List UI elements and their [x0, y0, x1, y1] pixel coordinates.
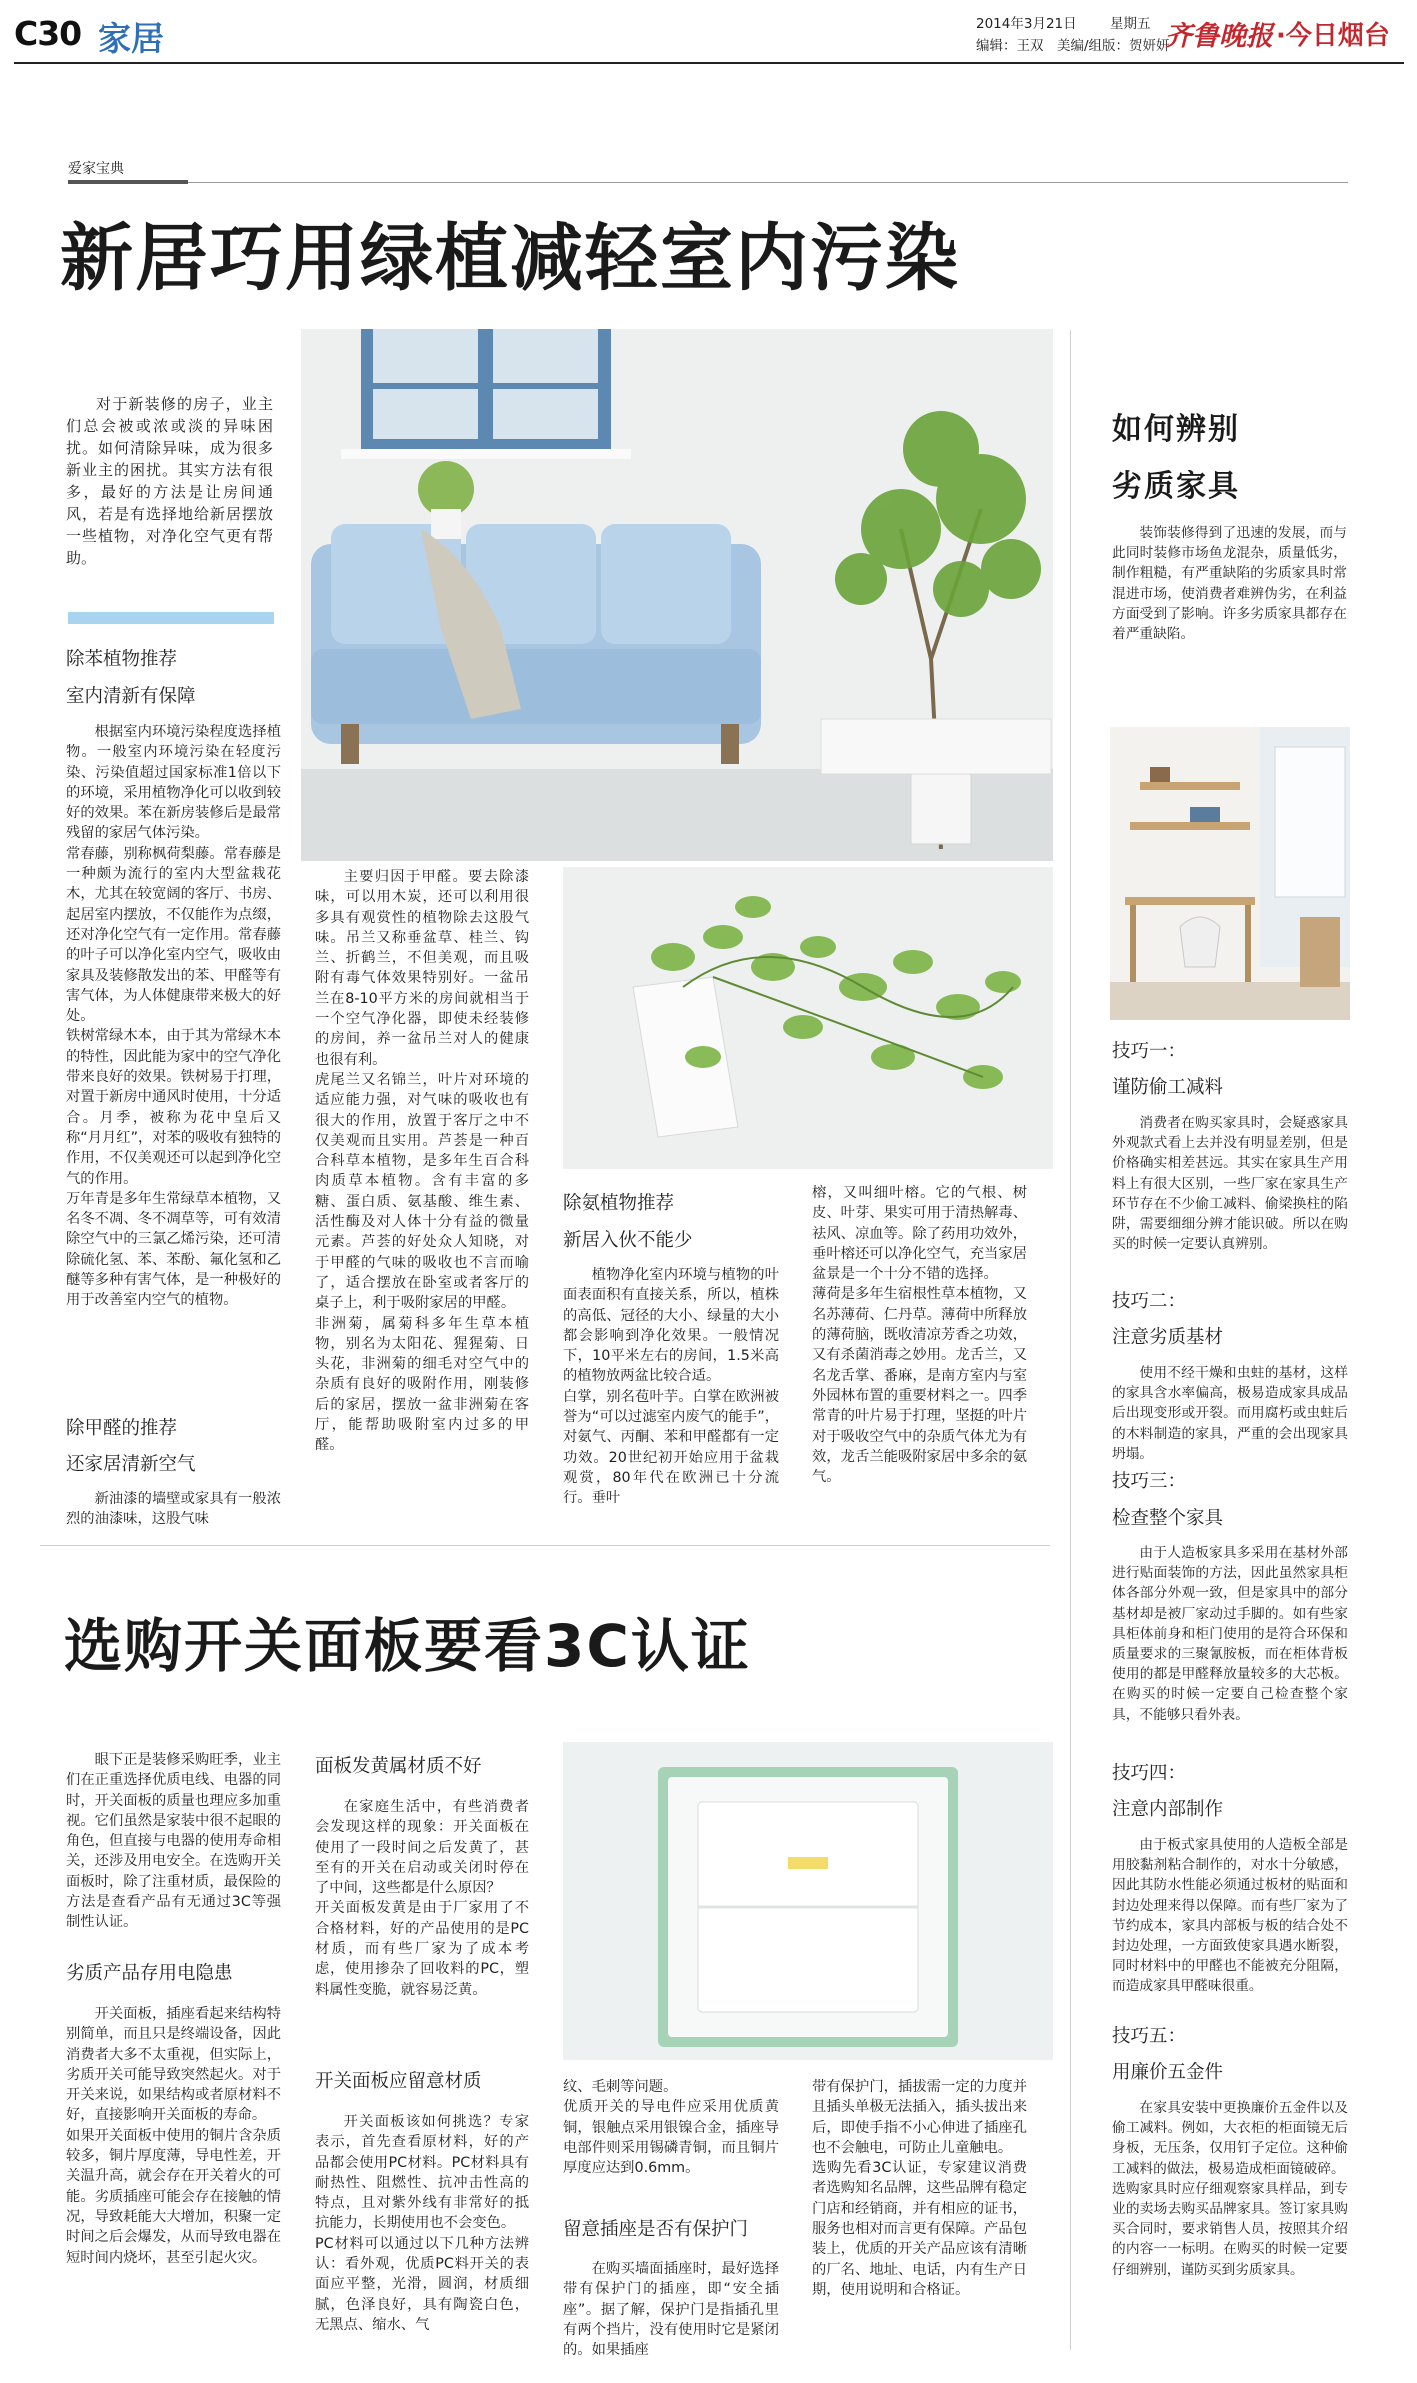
a2-s1-title: 劣质产品存用电隐患 [66, 1963, 233, 1984]
a1-col1-text: 根据室内环境污染程度选择植物。一般室内环境污染在轻度污染、污染值超过国家标准1倍以下的环境，采用植物净化可以收到较好的效果。苯在新房装修后是最常残留的家居气体污染。 常春藤，别称枫荷梨藤。常春藤是一种颇为流行的室内大型盆栽花木，尤其在较宽阔的客厅、书房、起居室内摆放，不仅能作为点缀，还对净化空气有一定作用。常春藤的叶子可以净化室内空气，吸收由家具及装修散发出的苯、甲醛等有害气体，为人体健康带来极大的好处。 铁树常绿木本，由于其为常绿木本的特性，因此能为家中的空气净化带来良好的效果。铁树易于打理，对置于新房中通风时使用，十分适合。月季，被称为花中皇后又称“月月红”，对苯的吸收有独特的作用，不仅美观还可以起到净化空气的作用。 万年青是多年生常绿草本植物，又名冬不凋、冬不凋草等，可有效清除空气中的三氯乙烯污染，还可清除硫化氢、苯、苯酚、氟化氢和乙醚等多种有害气体，是一种极好的用于改善室内空气的植物。 [66, 724, 281, 1309]
a1-col1-tail: 新油漆的墙壁或家具有一般浓烈的油漆味，这股气味 [66, 1491, 281, 1528]
edition-name: ·今日烟台 [1276, 21, 1390, 51]
a2-lead: 眼下正是装修采购旺季，业主们在正重选择优质电线、电器的同时，开关面板的质量也理应多加重视。它们虽然是家装中很不起眼的角色，但直接与电器的使用寿命相关，还涉及用电安全。在选购开关面板时，除了注重材质，最保险的方法是查看产品有无通过3C等强制性认证。 [66, 1752, 281, 1931]
living-room-illustration [301, 329, 1053, 861]
tip3-label: 技巧三： [1112, 1471, 1187, 1492]
tip5-label: 技巧五： [1112, 2026, 1187, 2047]
living-room-photo [301, 329, 1053, 861]
issue-weekday: 星期五 [1110, 16, 1151, 32]
tip2-label: 技巧二： [1112, 1291, 1187, 1312]
a2-col4-text: 带有保护门，插拔需一定的力度并且插头单极无法插入，插头拔出来后，即使手指不小心伸进了插座孔也不会触电，可防止儿童触电。 选购先看3C认证，专家建议消费者选购知名品牌，这些品牌有稳定门店和经销商，并有相应的证书，服务也相对而言更有保障。产品包装上，优质的开关产品应该有清晰的厂名、地址、电话，内有生产日期，使用说明和合格证。 [812, 2079, 1027, 2298]
tip3-body: 由于人造板家具多采用在基材外部进行贴面装饰的方法，因此虽然家具柜体各部分外观一致，但是家具中的部分基材却是被厂家动过手脚的。如有些家具柜体前身和柜门使用的是符合环保和质量要求的三聚氰胺板，而在柜体背板使用的都是甲醛释放量较多的大芯板。在购买的时候一定要自己检查整个家具，不能够只看外表。 [1112, 1545, 1348, 1723]
a1-s2-title: 除甲醛的推荐 [66, 1418, 178, 1439]
section-name: 家居 [98, 19, 164, 58]
a1-col3-text: 植物净化室内环境与植物的叶面表面积有直接关系，所以，植株的高低、冠径的大小、绿量的大小都会影响到净化效果。一般情况下，10平米左右的房间，1.5米高的植物放两盆比较合适。 白掌，别名苞叶芋。白掌在欧洲被誉为“可以过滤室内废气的能手”，对氨气、丙酮、苯和甲醛都有一定功效。20世纪初开始应用于盆栽观赏，80年代在欧洲已十分流行。垂叶 [563, 1267, 779, 1507]
a2-col3-text2: 在购买墙面插座时，最好选择带有保护门的插座，即“安全插座”。据了解，保护门是指插孔里有两个挡片，没有使用时它是紧闭的。如果插座 [563, 2261, 779, 2359]
article2-title: 选购开关面板要看3C认证 [64, 1612, 751, 1680]
a1-s1-title: 除苯植物推荐 [66, 649, 178, 670]
tip1-label: 技巧一： [1112, 1041, 1187, 1062]
sidebar-title-1: 如何辨别 [1112, 412, 1240, 447]
wall-switch-photo [563, 1742, 1053, 2060]
a1-s3-title: 除氨植物推荐 [563, 1193, 675, 1214]
study-room-photo [1110, 727, 1350, 1020]
tip4-body: 由于板式家具使用的人造板全部是用胶黏剂粘合制作的，对水十分敏感，因此其防水性能必须通过板材的贴面和封边处理来得以保障。而有些厂家为了节约成本，家具内部板与板的结合处不封边处理，一方面致使家具遇水断裂，同时材料中的甲醛也不能被充分阻隔，而造成家具甲醛味很重。 [1112, 1837, 1348, 1995]
header-rule [14, 62, 1404, 64]
a2-col3-text1: 纹、毛刺等问题。 优质开关的导电件应采用优质黄铜，银触点采用银镍合金，插座导电部件则采用锡磷青铜，而且铜片厚度应达到0.6mm。 [563, 2079, 779, 2177]
a1-s2-subtitle: 还家居清新空气 [66, 1454, 196, 1475]
column-tag-label: 爱家宝典 [68, 161, 124, 177]
a2-col1-text: 开关面板，插座看起来结构特别简单，而且只是终端设备，因此消费者大多不太重视，但实际上，劣质开关可能导致突然起火。对于开关来说，如果结构或者原材料不好，直接影响开关面板的寿命。 如果开关面板中使用的铜片含杂质较多，铜片厚度薄，导电性差，开关温升高，就会存在开关着火的可能。劣质插座可能会存在接触的情况，导致耗能大大增加，积聚一定时间之后会爆发，从而导致电器在短时间内烧坏，甚至引起火灾。 [66, 2006, 281, 2266]
a2-s3-title: 开关面板应留意材质 [315, 2071, 482, 2092]
tip2-body: 使用不经干燥和虫蛀的基材，这样的家具含水率偏高，极易造成家具成品后出现变形或开裂。而用腐朽或虫蛀后的木料制造的家具，严重的会出现家具坍塌。 [1112, 1365, 1348, 1462]
tip1-head: 谨防偷工减料 [1112, 1077, 1224, 1098]
a1-s1-subtitle: 室内清新有保障 [66, 686, 196, 707]
a2-col2-text2: 开关面板该如何挑选？专家表示，首先查看原材料，好的产品都会使用PC材料。PC材料具有耐热性、阻燃性、抗冲击性高的特点，且对紫外线有非常好的抵抗能力，长期使用也不会变色。 PC材料可以通过以下几种方法辨认：看外观，优质PC料开关的表面应平整，光滑，圆润，材质细腻，色泽良好，具有陶瓷白色，无黑点、缩水、气 [315, 2114, 529, 2333]
sidebar-title-2: 劣质家具 [1112, 469, 1240, 504]
editor-credits: 编辑：王双 美编/组版：贺妍妍 [976, 38, 1170, 54]
tag-rule [68, 182, 1348, 183]
a1-col2-text: 主要归因于甲醛。要去除漆味，可以用木炭，还可以利用很多具有观赏性的植物除去这股气味。吊兰又称垂盆草、桂兰、钩兰、折鹤兰，不但美观，而且吸附有毒气体效果特别好。一盆吊兰在8-10平方米的房间就相当于一个空气净化器，即使未经装修的房间，养一盆吊兰对人的健康也很有利。 虎尾兰又名锦兰，叶片对环境的适应能力强，对气味的吸收也有很大的作用，放置于客厅之中不仅美观而且实用。芦荟是一种百合科草本植物，是多年生百合科肉质草本植物。含有丰富的多糖、蛋白质、氨基酸、维生素、活性酶及对人体十分有益的微量元素。芦荟的好处众人知晓，对于甲醛的气味的吸收也不言而喻了，适合摆放在卧室或者客厅的桌子上，利于吸附家居的甲醛。 非洲菊，属菊科多年生草本植物，别名为太阳花、猩猩菊、日头花，非洲菊的细毛对空气中的杂质有良好的吸附作用，刚装修后的家居，摆放一盆非洲菊在客厅，能帮助吸附室内过多的甲醛。 [315, 869, 529, 1454]
article2-rule [40, 1545, 1050, 1546]
a1-col4-text: 榕，又叫细叶榕。它的气根、树皮、叶芽、果实可用于清热解毒、祛风、凉血等。除了药用功效外，垂叶榕还可以净化空气，充当家居盆景是一个十分不错的选择。 薄荷是多年生宿根性草本植物，又名苏薄荷、仁丹草。薄荷中所释放的薄荷脑，既收清凉芳香之功效，又有杀菌消毒之妙用。龙舌兰，又名龙舌掌、番麻，是南方室内与室外园林布置的重要材料之一。四季常青的叶片易于打理，坚挺的叶片对于吸收空气中的杂质气体尤为有效，龙舌兰能吸附家居中多余的氨气。 [812, 1185, 1027, 1486]
potted-plant-illustration [563, 867, 1053, 1169]
sidebar-divider [1070, 330, 1071, 2350]
column-tag [68, 158, 124, 178]
page-number: C30 [14, 14, 82, 53]
tip3-head: 检查整个家具 [1112, 1508, 1224, 1529]
wall-switch-illustration [563, 1742, 1053, 2060]
tag-rule-thick [68, 180, 188, 184]
a2-s2-title: 面板发黄属材质不好 [315, 1756, 482, 1777]
a2-s4-title: 留意插座是否有保护门 [563, 2219, 749, 2240]
article1-lead: 对于新装修的房子，业主们总会被或浓或淡的异味困扰。如何清除异味，成为很多新业主的困扰。其实方法有很多，最好的方法是让房间通风，若是有选择地给新居摆放一些植物，对净化空气更有帮助。 [66, 395, 273, 567]
tip4-label: 技巧四： [1112, 1763, 1187, 1784]
tip5-body: 在家具安装中更换廉价五金件以及偷工减料。例如，大衣柜的柜面镜无后身板，无压条，仅用钉子定位。这种偷工减料的做法，极易造成柜面镜破碎。 选购家具时应仔细观察家具样品，到专业的卖场去购买品牌家具。签订家具购买合同时，要求销售人员，按照其介绍的内容一一标明。在购买的时候一定要仔细辨别，谨防买到劣质家具。 [1112, 2100, 1348, 2278]
newspaper-name: 齐鲁晚报 [1165, 21, 1273, 52]
tip1-body: 消费者在购买家具时，会疑惑家具外观款式看上去并没有明显差别，但是价格确实相差甚远。其实在家具生产用料上有很大区别，一些厂家在家具生产环节存在不少偷工减料、偷梁换柱的陷阱，需要细细分辨才能识破。所以在购买的时候一定要认真辨别。 [1112, 1115, 1348, 1253]
article1-title: 新居巧用绿植减轻室内污染 [60, 216, 960, 301]
a1-s3-subtitle: 新居入伙不能少 [563, 1230, 693, 1251]
study-room-illustration [1110, 727, 1350, 1020]
tip2-head: 注意劣质基材 [1112, 1327, 1224, 1348]
tip5-head: 用廉价五金件 [1112, 2062, 1224, 2083]
lead-bar [68, 612, 274, 624]
issue-date: 2014年3月21日 [976, 16, 1077, 32]
potted-plant-photo [563, 867, 1053, 1169]
header [0, 0, 1417, 76]
sidebar-intro: 装饰装修得到了迅速的发展，而与此同时装修市场鱼龙混杂，质量低劣，制作粗糙，有严重缺陷的劣质家具时常混进市场，使消费者难辨伪劣，在利益方面受到了影响。许多劣质家具都存在着严重缺陷。 [1112, 525, 1347, 643]
tip4-head: 注意内部制作 [1112, 1799, 1224, 1820]
a2-col2-text1: 在家庭生活中，有些消费者会发现这样的现象：开关面板在使用了一段时间之后发黄了，甚至有的开关在启动或关闭时停在了中间，这些都是什么原因？ 开关面板发黄是由于厂家用了不合格材料，好的产品使用的是PC材质，而有些厂家为了成本考虑，使用掺杂了回收料的PC，塑料属性变脆，就容易泛黄。 [315, 1799, 529, 1998]
